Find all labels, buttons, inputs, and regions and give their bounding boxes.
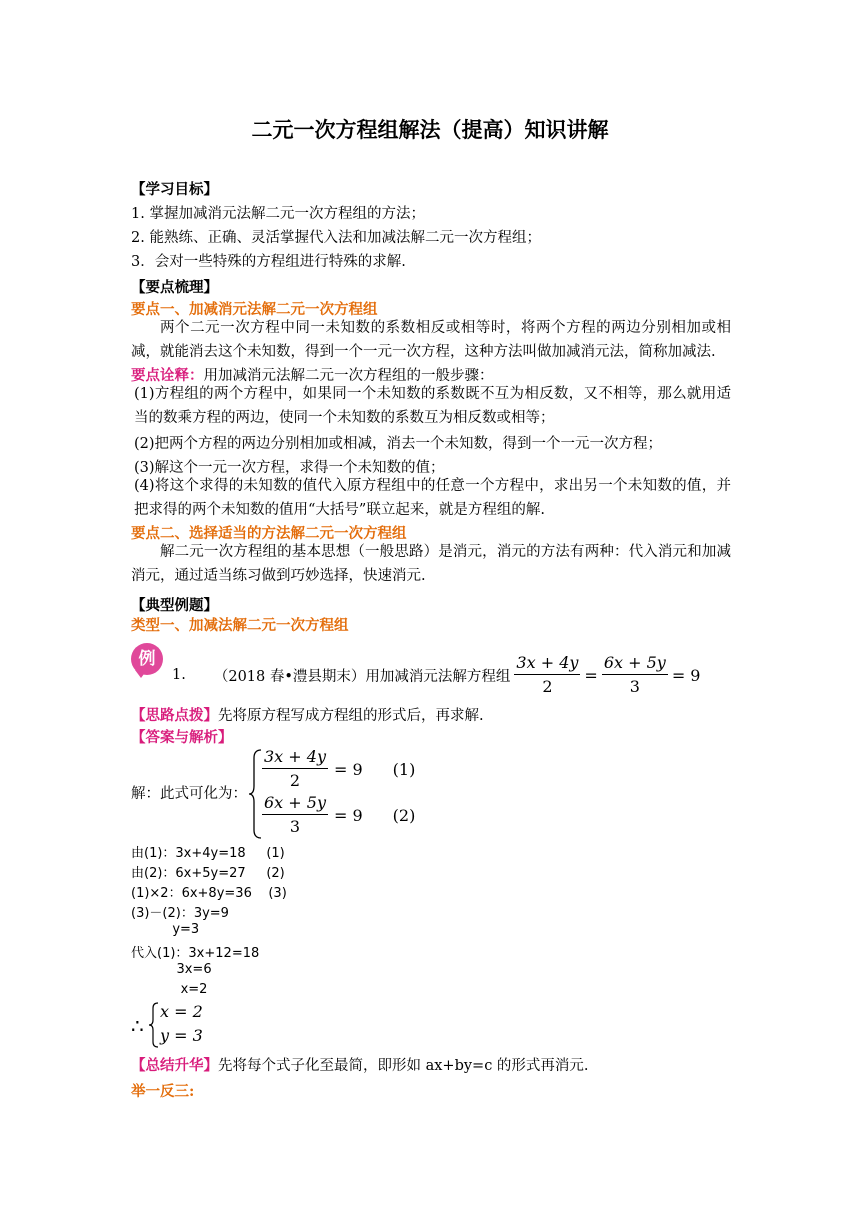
system-eq-2-rhs: = 9 [334,806,363,825]
note-text: 用加减消元法解二元一次方程组的一般步骤： [203,368,494,384]
fraction-1 [514,652,580,699]
question-text: （2018 春•澧县期末）用加减消元法解方程组 [213,668,511,685]
question-number: 1. [172,667,186,683]
system-fraction-2-numerator: 6x + 5y [262,792,328,815]
system-eq-1-rhs: = 9 [334,760,363,779]
point2-text: 解二元一次方程组的基本思想（一般思路）是消元，消元的方法有两种：代入消元和加减消元，通过适当练习做到巧妙选择，快速消元. [131,544,731,584]
step-3: (3)解这个一元一次方程，求得一个未知数的值； [134,460,445,476]
question-line [172,650,700,700]
goal-item-2: 2. 能熟练、正确、灵活掌握代入法和加减法解二元一次方程组； [131,230,541,246]
system-fraction-1-numerator: 3x + 4y [262,746,328,769]
step-1: (1)方程组的两个方程中，如果同一个未知数的系数既不互为相反数，又不相等，那么就用适当的数乘方程的两边，使同一个未知数的系数互为相反数或相等； [134,386,731,426]
equals-sign: = [584,665,598,685]
points-heading: 【要点梳理】 [131,279,218,296]
solve-prefix: 解：此式可化为： [131,786,247,802]
step-4: (4)将这个求得的未知数的值代入原方程组中的任意一个方程中，求出另一个未知数的值，并把求得的两个未知数的值用“大括号”联立起来，就是方程组的解. [134,478,731,518]
summary-line [131,1054,589,1075]
goals-heading: 【学习目标】 [131,181,218,198]
page-title: 二元一次方程组解法（提高）知识讲解 [251,117,609,142]
fraction-1-denominator: 2 [542,676,553,696]
work-step-2: 由(2)：6x+5y=27 (2) [131,866,285,881]
system-fraction-2 [262,792,328,839]
type1-heading: 类型一、加减法解二元一次方程组 [131,617,349,634]
system-tag-2: (2) [392,806,416,825]
solution-x: x = 2 [160,1002,203,1021]
goal-item-1: 1. 掌握加减消元法解二元一次方程组的方法； [131,206,425,222]
fraction-2 [602,652,668,699]
system-eq-2 [262,792,415,839]
system-fraction-1-denominator: 2 [289,771,301,790]
work-step-1: 由(1)：3x+4y=18 (1) [131,846,285,861]
hint-line [131,704,484,725]
note-label: 要点诠释： [131,367,204,384]
step-2: (2)把两个方程的两边分别相加或相减，消去一个未知数，得到一个一元一次方程； [134,436,663,452]
fraction-1-numerator: 3x + 4y [514,652,580,675]
summary-label: 【总结升华】 [131,1057,218,1074]
work-step-3: (1)×2：6x+8y=36 (3) [131,886,287,901]
solution-y: y = 3 [160,1026,203,1045]
practice-heading: 举一反三: [131,1083,195,1100]
example-badge: 例 [131,643,163,675]
fraction-2-denominator: 3 [629,676,640,696]
work-step-4: (3)－(2)：3y=9 [131,906,229,921]
hint-text: 先将原方程写成方程组的形式后，再求解. [218,708,484,724]
work-step-8: x=2 [131,982,208,997]
equals-rhs: = 9 [671,665,701,685]
system-fraction-1 [262,746,328,793]
fraction-2-numerator: 6x + 5y [602,652,668,675]
examples-heading: 【典型例题】 [131,597,218,614]
answer-label: 【答案与解析】 [131,729,233,746]
work-step-7: 3x=6 [131,962,212,977]
point2-heading: 要点二、选择适当的方法解二元一次方程组 [131,525,407,542]
therefore-symbol: ∴ [131,1014,144,1038]
point1-heading: 要点一、加减消元法解二元一次方程组 [131,301,378,318]
work-step-5: y=3 [131,922,200,937]
work-step-6: 代入(1)：3x+12=18 [131,946,260,961]
solution-brace-icon [148,1001,160,1049]
system-fraction-2-denominator: 3 [289,817,301,836]
system-eq-1 [262,746,415,793]
goal-item-3: 3．会对一些特殊的方程组进行特殊的求解. [131,254,406,270]
point1-text: 两个二元一次方程中同一未知数的系数相反或相等时，将两个方程的两边分别相加或相减，就能消去这个未知数，得到一个一元一次方程，这种方法叫做加减消元法，简称加减法. [131,320,731,360]
hint-label: 【思路点拨】 [131,707,218,724]
summary-text: 先将每个式子化至最简，即形如 ax+by=c 的形式再消元. [218,1058,589,1074]
system-tag-1: (1) [392,760,416,779]
